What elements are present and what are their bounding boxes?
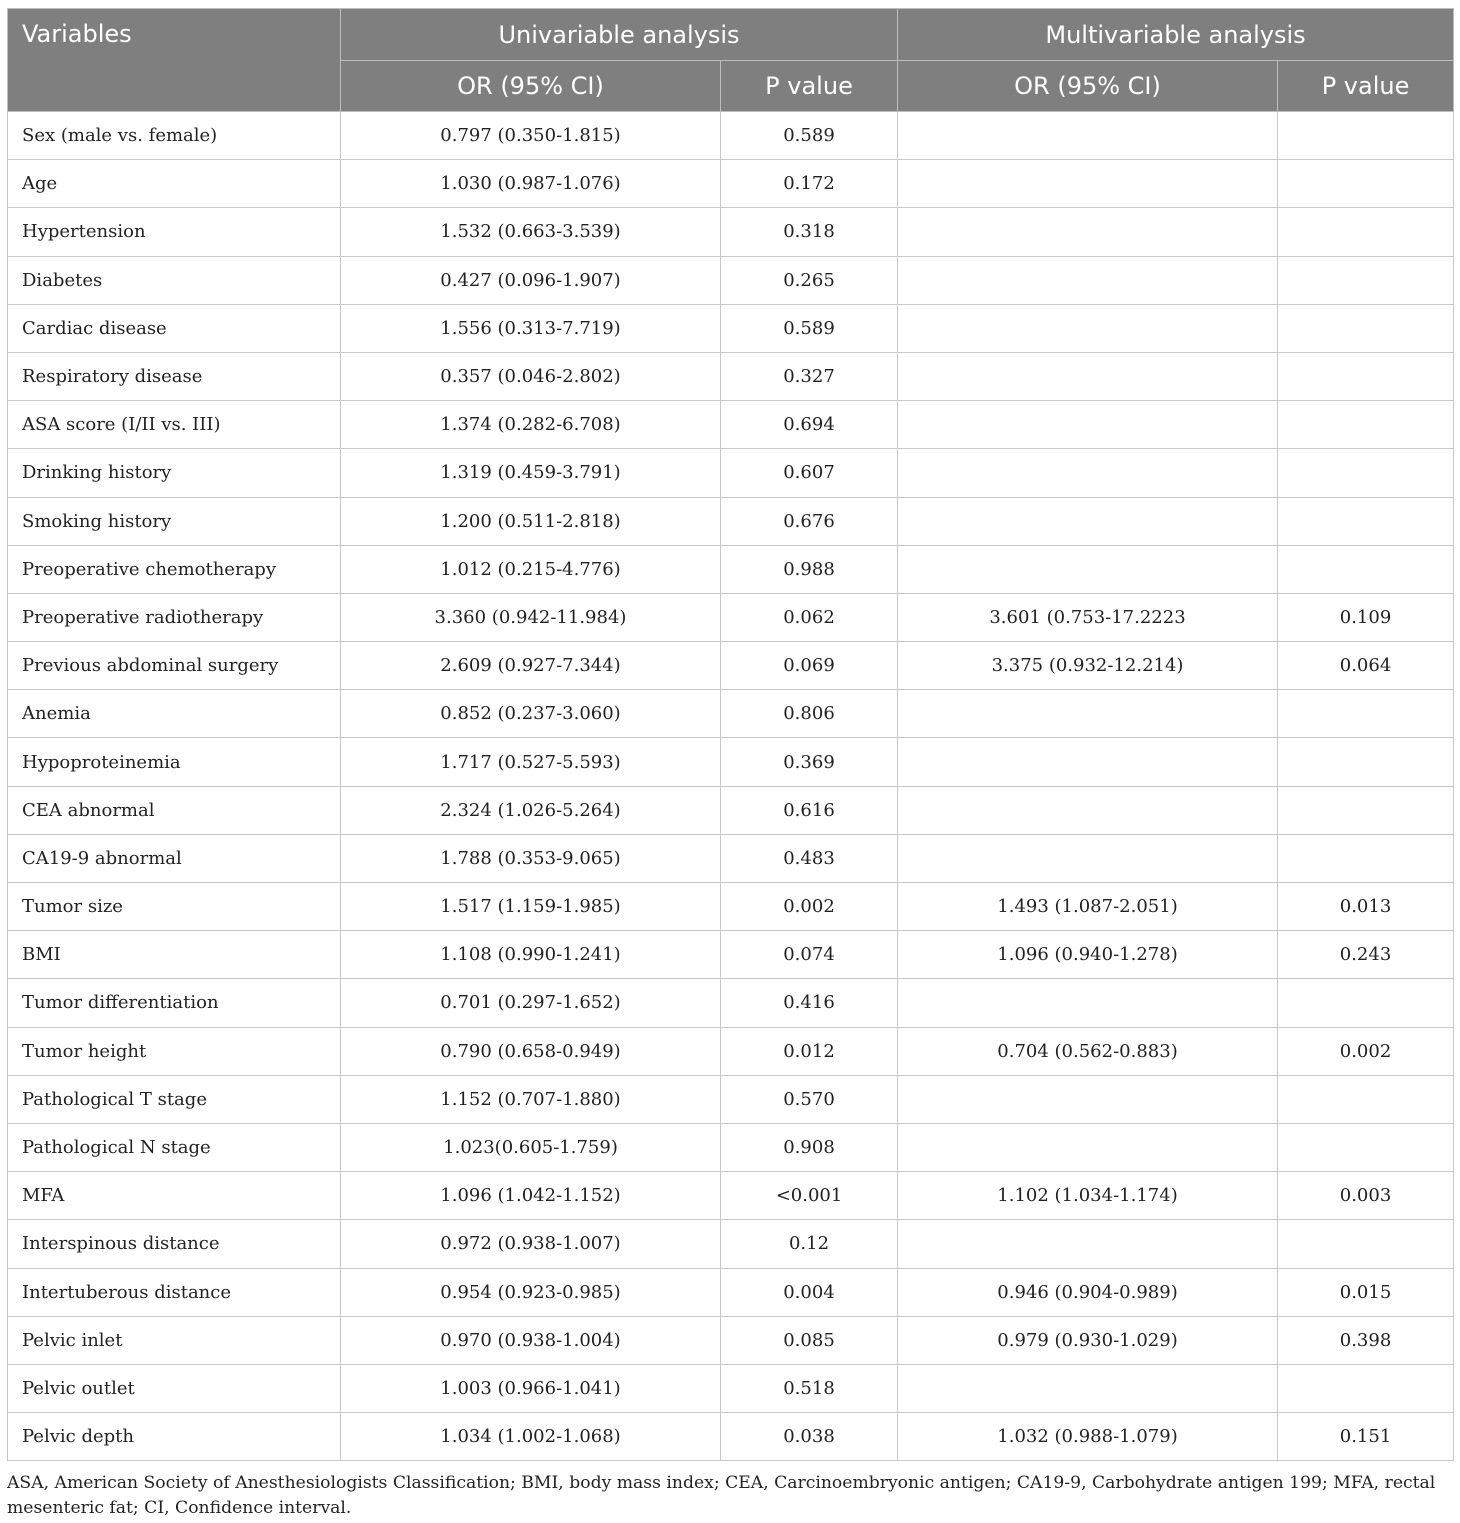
multivariable-p-cell xyxy=(1278,690,1454,738)
multivariable-or-cell xyxy=(898,304,1278,352)
table-row xyxy=(8,304,1454,352)
multivariable-p-cell: 0.243 xyxy=(1278,931,1454,979)
univariable-p-cell: 0.062 xyxy=(721,593,898,641)
variable-cell: MFA xyxy=(8,1172,341,1220)
univariable-p-cell: 0.589 xyxy=(721,304,898,352)
univariable-or-cell: 1.003 (0.966-1.041) xyxy=(341,1364,721,1412)
table-row xyxy=(8,738,1454,786)
univariable-p-cell: 0.518 xyxy=(721,1364,898,1412)
multivariable-or-cell: 0.946 (0.904-0.989) xyxy=(898,1268,1278,1316)
univariable-or-cell: 0.970 (0.938-1.004) xyxy=(341,1316,721,1364)
multivariable-or-cell xyxy=(898,738,1278,786)
variable-cell: Sex (male vs. female) xyxy=(8,112,341,160)
univariable-p-cell: 0.004 xyxy=(721,1268,898,1316)
multivariable-p-cell xyxy=(1278,1364,1454,1412)
univariable-or-cell: 1.788 (0.353-9.065) xyxy=(341,834,721,882)
univariable-or-cell: 1.717 (0.527-5.593) xyxy=(341,738,721,786)
variable-cell: Anemia xyxy=(8,690,341,738)
regression-table xyxy=(7,8,1454,1461)
multivariable-or-cell xyxy=(898,160,1278,208)
variable-cell: Cardiac disease xyxy=(8,304,341,352)
table-row xyxy=(8,208,1454,256)
univariable-or-cell: 0.427 (0.096-1.907) xyxy=(341,256,721,304)
univariable-p-cell: <0.001 xyxy=(721,1172,898,1220)
table-body xyxy=(8,112,1454,1461)
multivariable-p-cell xyxy=(1278,401,1454,449)
multivariable-p-cell xyxy=(1278,352,1454,400)
variable-cell: Pelvic outlet xyxy=(8,1364,341,1412)
multivariable-or-header: OR (95% CI) xyxy=(898,61,1278,112)
variable-cell: Pelvic depth xyxy=(8,1413,341,1461)
univariable-or-cell: 1.374 (0.282-6.708) xyxy=(341,401,721,449)
multivariable-or-cell: 1.032 (0.988-1.079) xyxy=(898,1413,1278,1461)
multivariable-or-cell xyxy=(898,352,1278,400)
univariable-p-cell: 0.12 xyxy=(721,1220,898,1268)
variable-cell: Tumor height xyxy=(8,1027,341,1075)
table-row xyxy=(8,883,1454,931)
univariable-or-cell: 1.023(0.605-1.759) xyxy=(341,1123,721,1171)
table-row xyxy=(8,1220,1454,1268)
table-row xyxy=(8,352,1454,400)
univariable-p-cell: 0.570 xyxy=(721,1075,898,1123)
multivariable-or-cell xyxy=(898,545,1278,593)
multivariable-p-cell xyxy=(1278,738,1454,786)
univariable-p-cell: 0.318 xyxy=(721,208,898,256)
multivariable-p-cell xyxy=(1278,304,1454,352)
multivariable-or-cell: 3.375 (0.932-12.214) xyxy=(898,642,1278,690)
table-footnote: ASA, American Society of Anesthesiologists Classification; BMI, body mass index; CEA, Carcinoembryonic antigen; CA19-9, Carbohydrate antigen 199; MFA, rectal mesenteric fat; CI, Confidence interval. xyxy=(7,1473,1436,1518)
table-row xyxy=(8,593,1454,641)
multivariable-p-cell xyxy=(1278,545,1454,593)
univariable-p-cell: 0.694 xyxy=(721,401,898,449)
univariable-p-cell: 0.369 xyxy=(721,738,898,786)
multivariable-or-cell: 1.096 (0.940-1.278) xyxy=(898,931,1278,979)
multivariable-p-cell xyxy=(1278,786,1454,834)
univariable-or-cell: 0.797 (0.350-1.815) xyxy=(341,112,721,160)
table-row xyxy=(8,545,1454,593)
variable-cell: CA19-9 abnormal xyxy=(8,834,341,882)
multivariable-or-cell xyxy=(898,834,1278,882)
variable-cell: CEA abnormal xyxy=(8,786,341,834)
multivariable-or-cell: 0.979 (0.930-1.029) xyxy=(898,1316,1278,1364)
univariable-or-header: OR (95% CI) xyxy=(341,61,721,112)
multivariable-p-cell: 0.002 xyxy=(1278,1027,1454,1075)
variable-cell: Respiratory disease xyxy=(8,352,341,400)
variable-cell: Tumor differentiation xyxy=(8,979,341,1027)
univariable-p-cell: 0.483 xyxy=(721,834,898,882)
univariable-or-cell: 1.200 (0.511-2.818) xyxy=(341,497,721,545)
multivariable-or-cell xyxy=(898,1364,1278,1412)
univariable-p-cell: 0.002 xyxy=(721,883,898,931)
univariable-p-cell: 0.265 xyxy=(721,256,898,304)
multivariable-or-cell xyxy=(898,401,1278,449)
multivariable-header: Multivariable analysis xyxy=(898,9,1454,61)
univariable-or-cell: 1.030 (0.987-1.076) xyxy=(341,160,721,208)
univariable-p-cell: 0.988 xyxy=(721,545,898,593)
univariable-or-cell: 1.152 (0.707-1.880) xyxy=(341,1075,721,1123)
univariable-or-cell: 1.096 (1.042-1.152) xyxy=(341,1172,721,1220)
table-row xyxy=(8,979,1454,1027)
table-row xyxy=(8,786,1454,834)
univariable-p-cell: 0.172 xyxy=(721,160,898,208)
variable-cell: Hypertension xyxy=(8,208,341,256)
table-row xyxy=(8,401,1454,449)
variable-cell: Diabetes xyxy=(8,256,341,304)
multivariable-or-cell xyxy=(898,979,1278,1027)
multivariable-p-cell xyxy=(1278,497,1454,545)
variable-cell: BMI xyxy=(8,931,341,979)
multivariable-p-cell xyxy=(1278,1220,1454,1268)
multivariable-or-cell xyxy=(898,786,1278,834)
univariable-or-cell: 3.360 (0.942-11.984) xyxy=(341,593,721,641)
variable-cell: ASA score (I/II vs. III) xyxy=(8,401,341,449)
table-row xyxy=(8,1364,1454,1412)
multivariable-or-cell xyxy=(898,449,1278,497)
univariable-p-header: P value xyxy=(721,61,898,112)
univariable-p-cell: 0.616 xyxy=(721,786,898,834)
univariable-or-cell: 0.701 (0.297-1.652) xyxy=(341,979,721,1027)
multivariable-p-cell: 0.003 xyxy=(1278,1172,1454,1220)
table-row xyxy=(8,642,1454,690)
multivariable-p-cell xyxy=(1278,979,1454,1027)
variable-cell: Pathological T stage xyxy=(8,1075,341,1123)
table-row xyxy=(8,160,1454,208)
table-row xyxy=(8,1027,1454,1075)
univariable-p-cell: 0.676 xyxy=(721,497,898,545)
univariable-or-cell: 0.790 (0.658-0.949) xyxy=(341,1027,721,1075)
table-header xyxy=(8,9,1454,112)
univariable-header: Univariable analysis xyxy=(341,9,898,61)
multivariable-or-cell xyxy=(898,690,1278,738)
multivariable-or-cell xyxy=(898,1220,1278,1268)
multivariable-p-cell: 0.151 xyxy=(1278,1413,1454,1461)
table-row xyxy=(8,1172,1454,1220)
variable-cell: Preoperative radiotherapy xyxy=(8,593,341,641)
multivariable-or-cell: 3.601 (0.753-17.2223 xyxy=(898,593,1278,641)
multivariable-p-cell xyxy=(1278,112,1454,160)
univariable-or-cell: 1.532 (0.663-3.539) xyxy=(341,208,721,256)
univariable-p-cell: 0.607 xyxy=(721,449,898,497)
variable-cell: Pathological N stage xyxy=(8,1123,341,1171)
univariable-p-cell: 0.327 xyxy=(721,352,898,400)
multivariable-p-cell xyxy=(1278,256,1454,304)
multivariable-p-cell xyxy=(1278,1075,1454,1123)
multivariable-p-cell xyxy=(1278,449,1454,497)
multivariable-p-cell xyxy=(1278,160,1454,208)
variable-cell: Interspinous distance xyxy=(8,1220,341,1268)
variable-cell: Intertuberous distance xyxy=(8,1268,341,1316)
multivariable-p-cell xyxy=(1278,834,1454,882)
univariable-or-cell: 1.012 (0.215-4.776) xyxy=(341,545,721,593)
univariable-p-cell: 0.074 xyxy=(721,931,898,979)
multivariable-p-cell xyxy=(1278,208,1454,256)
variable-cell: Drinking history xyxy=(8,449,341,497)
multivariable-or-cell xyxy=(898,208,1278,256)
univariable-or-cell: 2.324 (1.026-5.264) xyxy=(341,786,721,834)
table-row xyxy=(8,1075,1454,1123)
multivariable-or-cell: 0.704 (0.562-0.883) xyxy=(898,1027,1278,1075)
univariable-or-cell: 0.852 (0.237-3.060) xyxy=(341,690,721,738)
univariable-p-cell: 0.012 xyxy=(721,1027,898,1075)
multivariable-or-cell xyxy=(898,112,1278,160)
univariable-p-cell: 0.085 xyxy=(721,1316,898,1364)
univariable-p-cell: 0.589 xyxy=(721,112,898,160)
multivariable-or-cell xyxy=(898,1123,1278,1171)
variable-cell: Pelvic inlet xyxy=(8,1316,341,1364)
variable-cell: Preoperative chemotherapy xyxy=(8,545,341,593)
table-row xyxy=(8,1413,1454,1461)
multivariable-p-header: P value xyxy=(1278,61,1454,112)
univariable-or-cell: 1.319 (0.459-3.791) xyxy=(341,449,721,497)
table-row xyxy=(8,931,1454,979)
univariable-p-cell: 0.806 xyxy=(721,690,898,738)
univariable-p-cell: 0.038 xyxy=(721,1413,898,1461)
table-row xyxy=(8,256,1454,304)
univariable-p-cell: 0.069 xyxy=(721,642,898,690)
table-row xyxy=(8,690,1454,738)
univariable-or-cell: 1.556 (0.313-7.719) xyxy=(341,304,721,352)
variable-cell: Hypoproteinemia xyxy=(8,738,341,786)
multivariable-p-cell: 0.398 xyxy=(1278,1316,1454,1364)
table-row xyxy=(8,449,1454,497)
univariable-or-cell: 0.357 (0.046-2.802) xyxy=(341,352,721,400)
multivariable-p-cell xyxy=(1278,1123,1454,1171)
multivariable-or-cell xyxy=(898,497,1278,545)
variables-header: Variables xyxy=(8,9,341,112)
univariable-or-cell: 2.609 (0.927-7.344) xyxy=(341,642,721,690)
univariable-or-cell: 1.517 (1.159-1.985) xyxy=(341,883,721,931)
univariable-or-cell: 1.034 (1.002-1.068) xyxy=(341,1413,721,1461)
table-row xyxy=(8,1268,1454,1316)
multivariable-p-cell: 0.015 xyxy=(1278,1268,1454,1316)
univariable-p-cell: 0.908 xyxy=(721,1123,898,1171)
table-row xyxy=(8,497,1454,545)
multivariable-or-cell: 1.493 (1.087-2.051) xyxy=(898,883,1278,931)
variable-cell: Age xyxy=(8,160,341,208)
table-row xyxy=(8,1316,1454,1364)
multivariable-or-cell xyxy=(898,256,1278,304)
variable-cell: Previous abdominal surgery xyxy=(8,642,341,690)
univariable-p-cell: 0.416 xyxy=(721,979,898,1027)
variable-cell: Tumor size xyxy=(8,883,341,931)
variable-cell: Smoking history xyxy=(8,497,341,545)
multivariable-or-cell xyxy=(898,1075,1278,1123)
univariable-or-cell: 0.972 (0.938-1.007) xyxy=(341,1220,721,1268)
multivariable-p-cell: 0.064 xyxy=(1278,642,1454,690)
univariable-or-cell: 1.108 (0.990-1.241) xyxy=(341,931,721,979)
table-row xyxy=(8,834,1454,882)
table-row xyxy=(8,112,1454,160)
multivariable-or-cell: 1.102 (1.034-1.174) xyxy=(898,1172,1278,1220)
multivariable-p-cell: 0.109 xyxy=(1278,593,1454,641)
multivariable-p-cell: 0.013 xyxy=(1278,883,1454,931)
univariable-or-cell: 0.954 (0.923-0.985) xyxy=(341,1268,721,1316)
table-row xyxy=(8,1123,1454,1171)
